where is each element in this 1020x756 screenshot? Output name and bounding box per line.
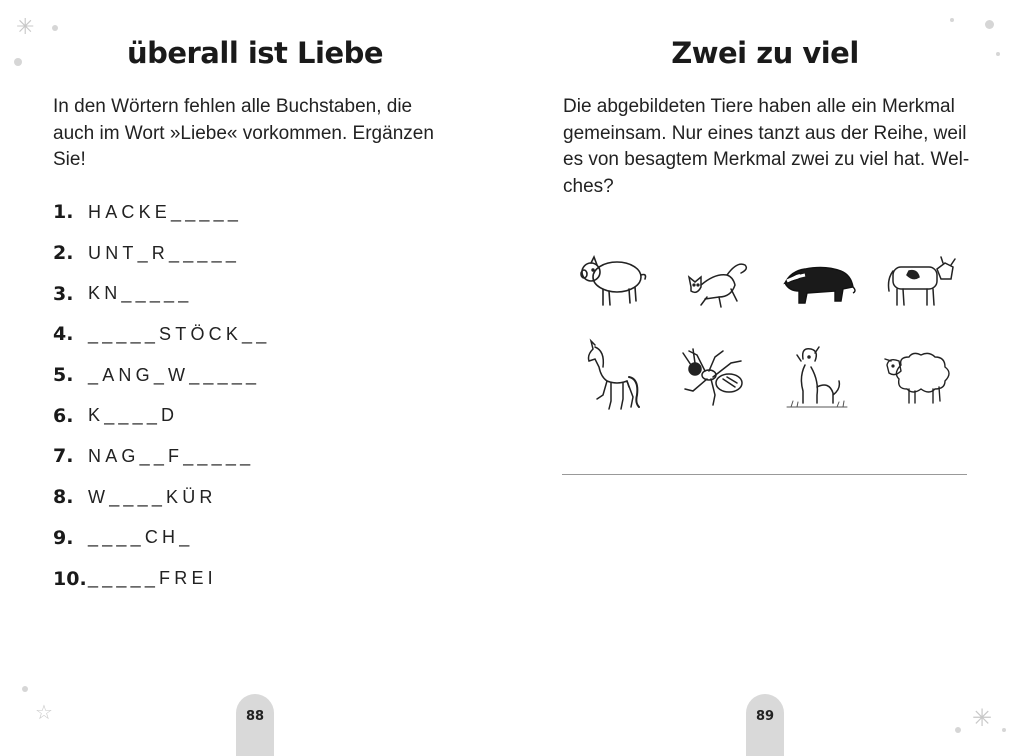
item-number: 1. <box>53 201 74 224</box>
cow-icon <box>868 234 970 324</box>
puzzle-item <box>53 395 270 436</box>
puzzle-item <box>53 477 270 518</box>
word-puzzle-list <box>53 192 270 599</box>
item-number: 9. <box>53 526 74 549</box>
page-number-tab <box>236 694 274 756</box>
puzzle-word: _ANG_W_____ <box>88 364 261 385</box>
ant-icon <box>664 332 766 422</box>
item-number: 2. <box>53 242 74 265</box>
puzzle-word: _____FREI <box>88 568 217 589</box>
item-number: 3. <box>53 282 74 305</box>
puzzle-item <box>53 273 270 314</box>
sheep-icon <box>868 332 970 422</box>
puzzle-item <box>53 558 270 599</box>
answer-line <box>562 471 967 475</box>
sparkle-icon: ✳ <box>972 705 993 732</box>
puzzle-item <box>53 233 270 274</box>
item-number: 5. <box>53 364 74 387</box>
puzzle-word: HACKE_____ <box>88 201 243 222</box>
puzzle-item <box>53 355 270 396</box>
right-page <box>510 0 1020 756</box>
page-title: überall ist Liebe <box>126 36 384 70</box>
puzzle-word: _____STÖCK__ <box>88 323 271 344</box>
animal-grid <box>562 234 972 422</box>
pig-icon <box>562 234 664 324</box>
item-number: 6. <box>53 404 74 427</box>
puzzle-item <box>53 436 270 477</box>
puzzle-word: UNT_R_____ <box>88 242 241 263</box>
instructions-text: In den Wörtern fehlen alle Buchstaben, die auch im Wort »Liebe« vorkommen. Ergänzen Sie! <box>53 96 434 170</box>
horse-icon <box>562 332 664 422</box>
instructions-text: Die abgebildeten Tiere haben alle ein Merkmal gemeinsam. Nur eines tanzt aus der Reihe, weil es von besagtem Merkmal zwei zu viel hat. Wel-ches? <box>563 96 970 197</box>
page-number: 89 <box>755 709 775 724</box>
item-number: 8. <box>53 486 74 509</box>
puzzle-word: NAG__F_____ <box>88 445 255 466</box>
puzzle-word: W____KÜR <box>88 486 217 507</box>
puzzle-word: KN_____ <box>88 283 193 304</box>
cat-icon <box>664 234 766 324</box>
page-number: 88 <box>245 709 265 724</box>
page-title: Zwei zu viel <box>671 36 859 70</box>
puzzle-word: K____D <box>88 405 179 426</box>
puzzle-item <box>53 314 270 355</box>
badger-icon <box>766 234 868 324</box>
dog-icon <box>766 332 868 422</box>
puzzle-item <box>53 192 270 233</box>
page-number-tab <box>746 694 784 756</box>
item-number: 4. <box>53 323 74 346</box>
puzzle-item <box>53 518 270 559</box>
sparkle-icon: ✳ <box>16 14 35 39</box>
star-icon: ☆ <box>35 702 53 724</box>
item-number: 10. <box>53 567 87 590</box>
puzzle-word: ____CH_ <box>88 527 194 548</box>
item-number: 7. <box>53 445 74 468</box>
